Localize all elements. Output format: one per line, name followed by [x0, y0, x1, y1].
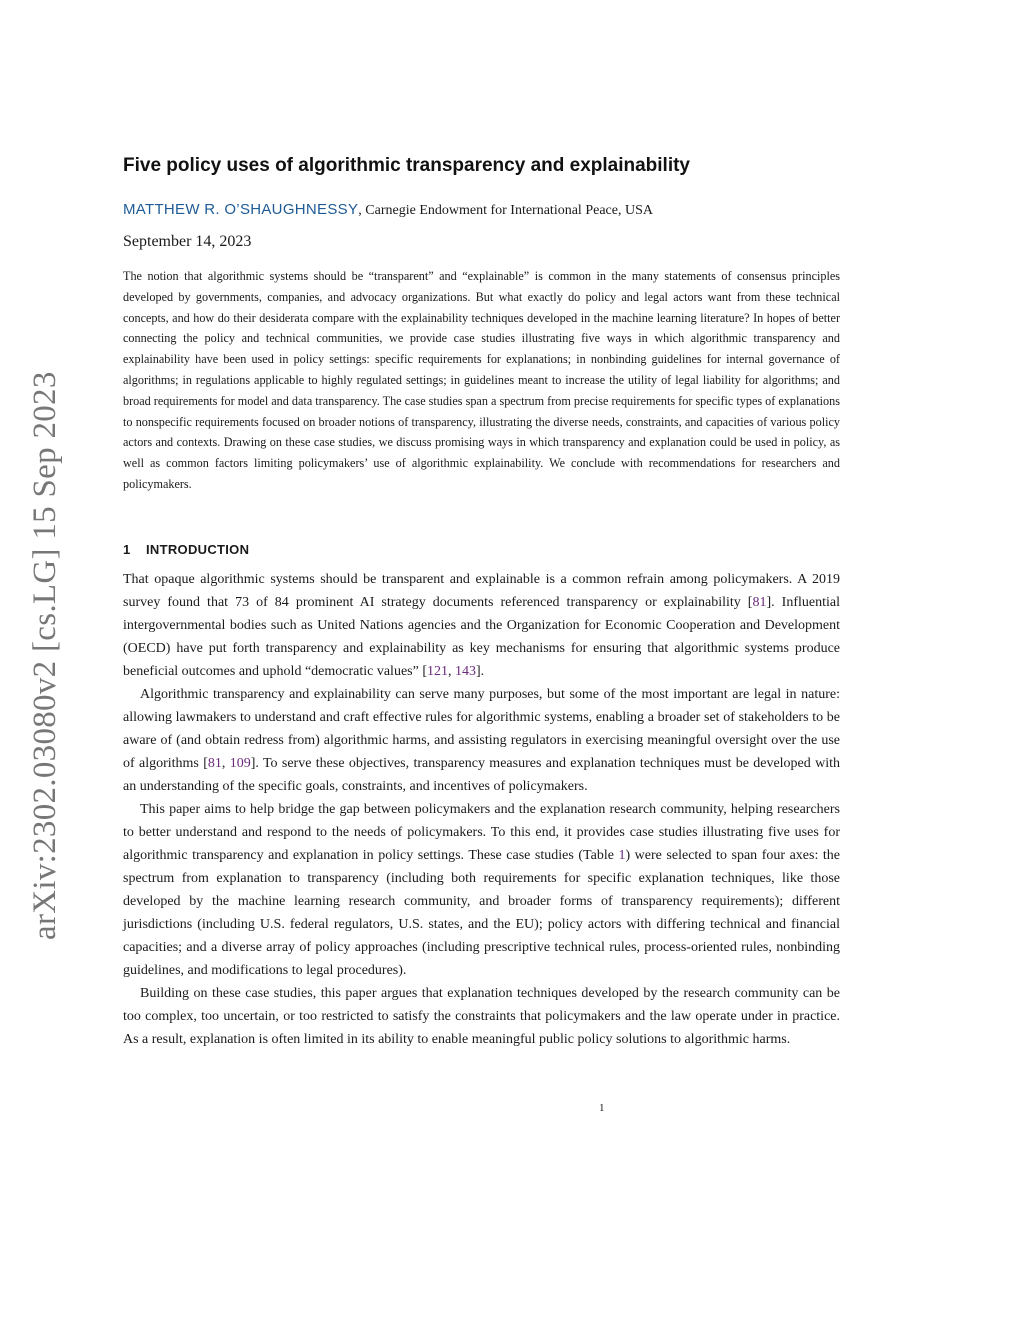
arxiv-identifier: arXiv:2302.03080v2 [cs.LG] 15 Sep 2023 [27, 371, 63, 940]
citation-link[interactable]: 143 [455, 664, 476, 679]
table-reference-link[interactable]: 1 [618, 848, 626, 863]
paper-date: September 14, 2023 [123, 233, 252, 250]
paragraph: That opaque algorithmic systems should be transparent and explainable is a common refrain among policymakers. A 2019 survey found that 73 of 84 prominent AI strategy documents referenced transparency or explainability [81]. Influential intergovernmental bodies such as United Nations agencies and the Organization for Economic Cooperation and Development (OECD) have put forth transparency and explainability as key mechanisms for ensuring that algorithmic systems produce beneficial outcomes and uphold “democratic values” [121, 143]. [123, 572, 840, 679]
author-name[interactable]: MATTHEW R. O’SHAUGHNESSY [123, 201, 359, 218]
section-title: INTRODUCTION [146, 542, 250, 557]
abstract: The notion that algorithmic systems should be “transparent” and “explainable” is common in the many statements of consensus principles developed by governments, companies, and advocacy organizations. But what exactly do policy and legal actors want from these technical concepts, and how do their desiderata compare with the explainability techniques developed in the machine learning literature? In hopes of better connecting the policy and technical communities, we provide case studies illustrating five ways in which algorithmic transparency and explainability have been used in policy settings: specific requirements for explanations; in nonbinding guidelines for internal governance of algorithms; in regulations applicable to highly regulated settings; in guidelines meant to increase the utility of legal liability for algorithms; and broad requirements for model and data transparency. The case studies span a spectrum from precise requirements for specific types of explanations to nonspecific requirements focused on broader notions of transparency, illustrating the diverse needs, constraints, and capacities of various policy actors and contexts. Drawing on these case studies, we discuss promising ways in which transparency and explanation could be used in policy, as well as common factors limiting policymakers’ use of algorithmic explainability. We conclude with recommendations for researchers and policymakers. [123, 269, 840, 491]
author-affiliation: , Carnegie Endowment for International Peace, USA [358, 203, 653, 218]
page-number: 1 [599, 1102, 605, 1114]
citation-link[interactable]: 81 [752, 595, 767, 610]
citation-link[interactable]: 81 [207, 756, 222, 771]
paragraph: Building on these case studies, this paper argues that explanation techniques developed by the research community can be too complex, too uncertain, or too restricted to satisfy the constraints that policymakers and the law operate under in practice. As a result, explanation is often limited in its ability to enable meaningful public policy solutions to algorithmic harms. [123, 986, 840, 1047]
section-number: 1 [123, 542, 131, 557]
paragraph: Algorithmic transparency and explainability can serve many purposes, but some of the most important are legal in nature: allowing lawmakers to understand and craft effective rules for algorithmic systems, enabling a broader set of stakeholders to be aware of (and obtain redress from) algorithmic harms, and assisting regulators in exercising meaningful oversight over the use of algorithms [81, 109]. To serve these objectives, transparency measures and explanation techniques must be developed with an understanding of the specific goals, constraints, and incentives of policymakers. [123, 687, 840, 794]
paragraph: This paper aims to help bridge the gap between policymakers and the explanation research community, helping researchers to better understand and respond to the needs of policymakers. To this end, it provides case studies illustrating five uses for algorithmic transparency and explanation in policy settings. These case studies (Table 1) were selected to span four axes: the spectrum from explanation to transparency (including both requirements for specific explanation techniques, like those developed by the machine learning research community, and broader forms of transparency requirements); different jurisdictions (including U.S. federal regulators, U.S. states, and the EU); policy actors with differing technical and financial capacities; and a diverse array of policy approaches (including prescriptive technical rules, process-oriented rules, nonbinding guidelines, and modifications to legal procedures). [123, 802, 840, 978]
citation-link[interactable]: 121 [427, 664, 448, 679]
paper-title: Five policy uses of algorithmic transparency and explainability [123, 155, 691, 176]
author-line [123, 201, 840, 219]
section-heading [123, 542, 249, 557]
citation-link[interactable]: 109 [229, 756, 251, 771]
body-text [123, 568, 840, 1051]
